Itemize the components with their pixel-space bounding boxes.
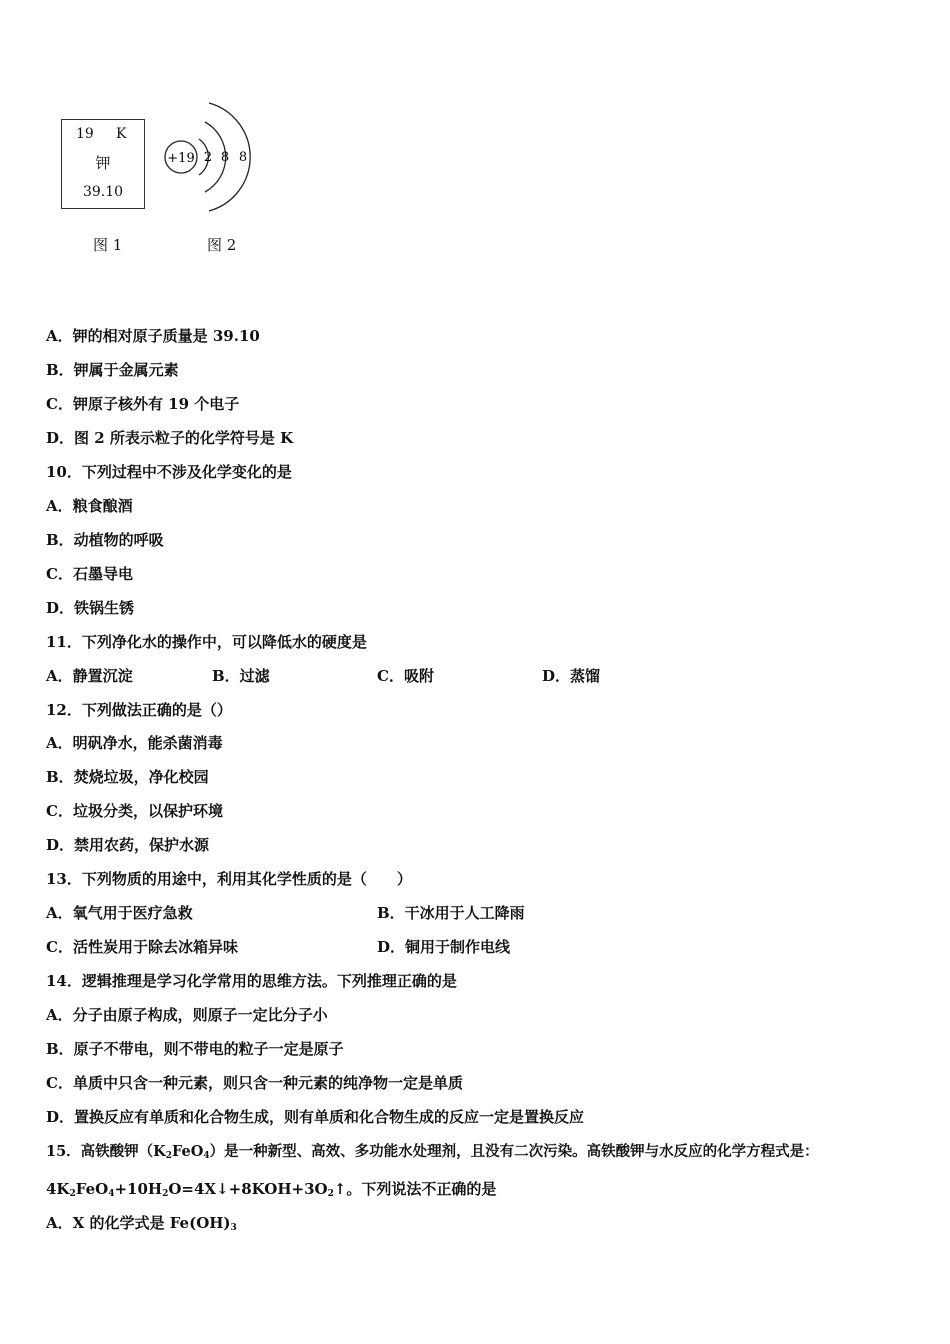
q9-option-d[interactable]: D．图 2 所表示粒子的化学符号是 K bbox=[46, 429, 294, 447]
equation-subscript: 2 bbox=[69, 1189, 76, 1199]
q15-subscript: 4 bbox=[203, 1151, 210, 1161]
q10-option-c[interactable]: C．石墨导电 bbox=[46, 565, 133, 583]
q9-option-c[interactable]: C．钾原子核外有 19 个电子 bbox=[46, 395, 240, 413]
q11-option-b[interactable]: B．过滤 bbox=[212, 667, 270, 685]
q13-option-c[interactable]: C．活性炭用于除去冰箱异味 bbox=[46, 938, 238, 956]
q13-option-d[interactable]: D．铜用于制作电线 bbox=[377, 938, 511, 956]
q14-option-d[interactable]: D．置换反应有单质和化合物生成，则有单质和化合物生成的反应一定是置换反应 bbox=[46, 1108, 585, 1126]
equation-part: FeO bbox=[75, 1180, 109, 1198]
q10-stem: 10．下列过程中不涉及化学变化的是 bbox=[46, 463, 292, 481]
q10-option-a[interactable]: A．粮食酿酒 bbox=[46, 497, 133, 515]
q15-option-a-text: A．X 的化学式是 Fe(OH) bbox=[46, 1214, 231, 1232]
atom-structure-diagram bbox=[159, 95, 259, 220]
q15-option-a-subscript: 3 bbox=[230, 1223, 237, 1233]
equation-part: O=4X↓+8KOH+3O bbox=[168, 1180, 328, 1198]
q12-option-a[interactable]: A．明矾净水，能杀菌消毒 bbox=[46, 734, 223, 752]
equation-subscript: 2 bbox=[162, 1189, 169, 1199]
q15-subscript: 2 bbox=[165, 1151, 173, 1161]
equation-subscript: 4 bbox=[108, 1189, 115, 1199]
shell-2-count: 8 bbox=[220, 150, 230, 165]
q15-stem bbox=[46, 1142, 819, 1162]
q13-option-b[interactable]: B．干冰用于人工降雨 bbox=[377, 904, 525, 922]
q14-option-c[interactable]: C．单质中只含一种元素，则只含一种元素的纯净物一定是单质 bbox=[46, 1074, 463, 1092]
element-name: 钾 bbox=[95, 154, 111, 172]
equation-part: 4K bbox=[46, 1180, 70, 1198]
equation-part: +10H bbox=[114, 1180, 163, 1198]
atomic-number: 19 bbox=[76, 126, 94, 142]
q12-option-c[interactable]: C．垃圾分类，以保护环境 bbox=[46, 802, 223, 820]
q14-stem: 14．逻辑推理是学习化学常用的思维方法。下列推理正确的是 bbox=[46, 972, 457, 990]
q15-option-a[interactable] bbox=[46, 1213, 237, 1233]
atomic-mass: 39.10 bbox=[82, 184, 124, 200]
nucleus-label: +19 bbox=[167, 151, 195, 166]
equation-subscript: 2 bbox=[327, 1189, 334, 1199]
element-symbol: K bbox=[116, 126, 127, 142]
shell-1-count: 2 bbox=[203, 150, 213, 165]
q13-stem: 13．下列物质的用途中，利用其化学性质的是（ ） bbox=[46, 870, 412, 888]
shell-3-count: 8 bbox=[238, 150, 248, 165]
q12-option-d[interactable]: D．禁用农药，保护水源 bbox=[46, 836, 210, 854]
q13-option-a[interactable]: A．氧气用于医疗急救 bbox=[46, 904, 193, 922]
q9-option-a[interactable]: A．钾的相对原子质量是 39.10 bbox=[46, 327, 260, 345]
q14-option-b[interactable]: B．原子不带电，则不带电的粒子一定是原子 bbox=[46, 1040, 344, 1058]
periodic-table-cell bbox=[61, 119, 145, 209]
q10-option-d[interactable]: D．铁锅生锈 bbox=[46, 599, 135, 617]
q9-option-b[interactable]: B．钾属于金属元素 bbox=[46, 361, 179, 379]
q14-option-a[interactable]: A．分子由原子构成，则原子一定比分子小 bbox=[46, 1006, 328, 1024]
q10-option-b[interactable]: B．动植物的呼吸 bbox=[46, 531, 164, 549]
q15-equation bbox=[46, 1179, 496, 1199]
q12-option-b[interactable]: B．焚烧垃圾，净化校园 bbox=[46, 768, 209, 786]
q15-stem-part: FeO bbox=[172, 1143, 204, 1160]
q11-option-a[interactable]: A．静置沉淀 bbox=[46, 667, 133, 685]
element-figure bbox=[55, 95, 275, 265]
q15-stem-part: 15．高铁酸钾（K bbox=[46, 1143, 166, 1160]
q11-option-c[interactable]: C．吸附 bbox=[377, 667, 434, 685]
q15-stem-part: ）是一种新型、高效、多功能水处理剂，且没有二次污染。高铁酸钾与水反应的化学方程式是： bbox=[209, 1143, 819, 1160]
equation-part: ↑。下列说法不正确的是 bbox=[333, 1180, 497, 1198]
figure-1-caption: 图 1 bbox=[93, 236, 123, 254]
q12-stem: 12．下列做法正确的是（） bbox=[46, 701, 232, 719]
q11-option-d[interactable]: D．蒸馏 bbox=[542, 667, 601, 685]
figure-2-caption: 图 2 bbox=[207, 236, 237, 254]
q11-stem: 11．下列净化水的操作中，可以降低水的硬度是 bbox=[46, 633, 367, 651]
